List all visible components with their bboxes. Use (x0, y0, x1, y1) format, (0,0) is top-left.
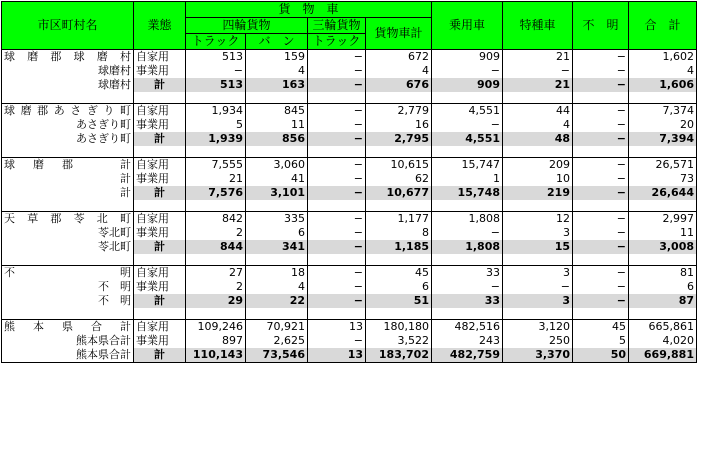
cargo-cell: 180,180 (366, 320, 432, 335)
unknown-cell: − (573, 240, 629, 254)
special-cell: 10 (503, 172, 573, 186)
spacer-row (2, 308, 697, 320)
unknown-cell: − (573, 118, 629, 132)
spacer-cell (366, 146, 432, 158)
three-cell: − (308, 158, 366, 173)
passenger-cell: 1,808 (432, 212, 503, 227)
special-cell: 21 (503, 78, 573, 92)
header-three-wheel: 三輪貨物 (308, 18, 366, 34)
three-cell: 13 (308, 348, 366, 363)
usage-cell: 計 (134, 132, 186, 146)
spacer-cell (134, 200, 186, 212)
van-cell: 159 (246, 50, 308, 65)
special-cell: 21 (503, 50, 573, 65)
three-cell: − (308, 266, 366, 281)
passenger-cell: 15,748 (432, 186, 503, 200)
table-row (2, 334, 697, 348)
municipality-cell: あさぎり町 (2, 132, 134, 146)
special-cell: 44 (503, 104, 573, 119)
spacer-cell (503, 92, 573, 104)
spacer-cell (246, 200, 308, 212)
van-cell: 41 (246, 172, 308, 186)
spacer-cell (629, 254, 697, 266)
special-cell: 15 (503, 240, 573, 254)
unknown-cell: − (573, 294, 629, 308)
cargo-cell: 2,779 (366, 104, 432, 119)
spacer-cell (186, 92, 246, 104)
van-cell: 2,625 (246, 334, 308, 348)
header-passenger: 乗用車 (432, 2, 503, 50)
table-row (2, 226, 697, 240)
truck-cell: 7,555 (186, 158, 246, 173)
municipality-cell: 熊本県合計 (2, 320, 134, 335)
truck-cell: 1,934 (186, 104, 246, 119)
table-row (2, 186, 697, 200)
cargo-cell: 8 (366, 226, 432, 240)
total-cell: 4 (629, 64, 697, 78)
truck-cell: 842 (186, 212, 246, 227)
cargo-cell: 62 (366, 172, 432, 186)
spacer-cell (186, 200, 246, 212)
passenger-cell: 33 (432, 294, 503, 308)
special-cell: 3,120 (503, 320, 573, 335)
header-cargo: 貨 物 車 (186, 2, 432, 18)
cargo-cell: 4 (366, 64, 432, 78)
truck-cell: 109,246 (186, 320, 246, 335)
three-cell: − (308, 240, 366, 254)
van-cell: 3,060 (246, 158, 308, 173)
municipality-cell: 不 明 (2, 266, 134, 281)
van-cell: 18 (246, 266, 308, 281)
table-row (2, 348, 697, 363)
spacer-cell (134, 254, 186, 266)
three-cell: − (308, 104, 366, 119)
spacer-cell (366, 200, 432, 212)
passenger-cell: 909 (432, 50, 503, 65)
table-row (2, 294, 697, 308)
cargo-cell: 6 (366, 280, 432, 294)
unknown-cell: − (573, 78, 629, 92)
unknown-cell: − (573, 104, 629, 119)
van-cell: 335 (246, 212, 308, 227)
unknown-cell: 45 (573, 320, 629, 335)
spacer-cell (134, 308, 186, 320)
special-cell: 3,370 (503, 348, 573, 363)
total-cell: 11 (629, 226, 697, 240)
spacer-row (2, 200, 697, 212)
municipality-cell: 不 明 (2, 294, 134, 308)
vehicle-statistics-table (1, 1, 697, 363)
spacer-cell (2, 254, 134, 266)
three-cell: 13 (308, 320, 366, 335)
total-cell: 6 (629, 280, 697, 294)
spacer-cell (186, 254, 246, 266)
total-cell: 1,602 (629, 50, 697, 65)
spacer-cell (366, 92, 432, 104)
total-cell: 669,881 (629, 348, 697, 363)
header-total: 合 計 (629, 2, 697, 50)
truck-cell: − (186, 64, 246, 78)
total-cell: 3,008 (629, 240, 697, 254)
spacer-cell (503, 254, 573, 266)
special-cell: 4 (503, 118, 573, 132)
municipality-cell: 計 (2, 172, 134, 186)
unknown-cell: 50 (573, 348, 629, 363)
truck-cell: 2 (186, 280, 246, 294)
van-cell: 22 (246, 294, 308, 308)
passenger-cell: 4,551 (432, 132, 503, 146)
total-cell: 26,644 (629, 186, 697, 200)
cargo-cell: 45 (366, 266, 432, 281)
municipality-cell: 不 明 (2, 280, 134, 294)
municipality-cell: 熊本県合計 (2, 348, 134, 363)
unknown-cell: − (573, 226, 629, 240)
unknown-cell: − (573, 50, 629, 65)
three-cell: − (308, 280, 366, 294)
header-municipality: 市区町村名 (2, 2, 134, 50)
header-unknown: 不 明 (573, 2, 629, 50)
passenger-cell: − (432, 118, 503, 132)
header-three-wheel-truck: トラック (308, 34, 366, 50)
spacer-cell (308, 200, 366, 212)
spacer-cell (134, 146, 186, 158)
spacer-cell (629, 146, 697, 158)
truck-cell: 21 (186, 172, 246, 186)
spacer-cell (2, 200, 134, 212)
spacer-cell (2, 146, 134, 158)
truck-cell: 29 (186, 294, 246, 308)
spacer-cell (134, 92, 186, 104)
total-cell: 4,020 (629, 334, 697, 348)
cargo-cell: 16 (366, 118, 432, 132)
spacer-cell (308, 254, 366, 266)
passenger-cell: − (432, 280, 503, 294)
spacer-cell (308, 146, 366, 158)
three-cell: − (308, 212, 366, 227)
usage-cell: 計 (134, 78, 186, 92)
cargo-cell: 672 (366, 50, 432, 65)
spacer-cell (246, 146, 308, 158)
spacer-cell (432, 254, 503, 266)
special-cell: − (503, 64, 573, 78)
three-cell: − (308, 172, 366, 186)
truck-cell: 2 (186, 226, 246, 240)
table-row (2, 280, 697, 294)
spacer-cell (366, 308, 432, 320)
usage-cell: 事業用 (134, 334, 186, 348)
three-cell: − (308, 118, 366, 132)
table-row (2, 240, 697, 254)
total-cell: 7,374 (629, 104, 697, 119)
spacer-cell (503, 200, 573, 212)
three-cell: − (308, 78, 366, 92)
special-cell: 48 (503, 132, 573, 146)
passenger-cell: 15,747 (432, 158, 503, 173)
spacer-cell (246, 254, 308, 266)
special-cell: 209 (503, 158, 573, 173)
municipality-cell: 球磨郡あさぎり町 (2, 104, 134, 119)
usage-cell: 事業用 (134, 118, 186, 132)
passenger-cell: 1,808 (432, 240, 503, 254)
spacer-row (2, 254, 697, 266)
passenger-cell: 482,516 (432, 320, 503, 335)
cargo-cell: 51 (366, 294, 432, 308)
total-cell: 2,997 (629, 212, 697, 227)
spacer-cell (629, 92, 697, 104)
unknown-cell: − (573, 172, 629, 186)
usage-cell: 計 (134, 348, 186, 363)
total-cell: 20 (629, 118, 697, 132)
usage-cell: 自家用 (134, 104, 186, 119)
usage-cell: 計 (134, 186, 186, 200)
total-cell: 665,861 (629, 320, 697, 335)
spacer-cell (629, 200, 697, 212)
spacer-cell (186, 308, 246, 320)
truck-cell: 897 (186, 334, 246, 348)
cargo-cell: 10,615 (366, 158, 432, 173)
three-cell: − (308, 64, 366, 78)
table-row (2, 64, 697, 78)
table-row (2, 158, 697, 173)
total-cell: 73 (629, 172, 697, 186)
spacer-cell (432, 308, 503, 320)
spacer-cell (308, 308, 366, 320)
spacer-cell (573, 92, 629, 104)
usage-cell: 事業用 (134, 280, 186, 294)
unknown-cell: − (573, 280, 629, 294)
unknown-cell: − (573, 132, 629, 146)
unknown-cell: − (573, 212, 629, 227)
spacer-cell (246, 92, 308, 104)
special-cell: − (503, 280, 573, 294)
cargo-cell: 183,702 (366, 348, 432, 363)
total-cell: 7,394 (629, 132, 697, 146)
passenger-cell: 243 (432, 334, 503, 348)
truck-cell: 110,143 (186, 348, 246, 363)
municipality-cell: 熊本県合計 (2, 334, 134, 348)
passenger-cell: 33 (432, 266, 503, 281)
table-row (2, 118, 697, 132)
truck-cell: 513 (186, 78, 246, 92)
special-cell: 3 (503, 226, 573, 240)
spacer-cell (246, 308, 308, 320)
van-cell: 341 (246, 240, 308, 254)
municipality-cell: 天草郡苓北町 (2, 212, 134, 227)
header-van: バ ン (246, 34, 308, 50)
three-cell: − (308, 334, 366, 348)
spacer-cell (2, 308, 134, 320)
unknown-cell: − (573, 266, 629, 281)
cargo-cell: 2,795 (366, 132, 432, 146)
spacer-cell (573, 200, 629, 212)
spacer-cell (308, 92, 366, 104)
cargo-cell: 3,522 (366, 334, 432, 348)
van-cell: 11 (246, 118, 308, 132)
spacer-cell (432, 146, 503, 158)
van-cell: 845 (246, 104, 308, 119)
unknown-cell: 5 (573, 334, 629, 348)
header-four-wheel: 四輪貨物 (186, 18, 308, 34)
passenger-cell: − (432, 64, 503, 78)
cargo-cell: 1,177 (366, 212, 432, 227)
spacer-row (2, 92, 697, 104)
spacer-cell (2, 92, 134, 104)
table-row (2, 172, 697, 186)
special-cell: 12 (503, 212, 573, 227)
municipality-cell: 苓北町 (2, 240, 134, 254)
van-cell: 73,546 (246, 348, 308, 363)
spacer-cell (186, 146, 246, 158)
municipality-cell: 球磨郡 計 (2, 158, 134, 173)
special-cell: 3 (503, 294, 573, 308)
truck-cell: 27 (186, 266, 246, 281)
spacer-cell (366, 254, 432, 266)
passenger-cell: 909 (432, 78, 503, 92)
header-usage: 業態 (134, 2, 186, 50)
truck-cell: 1,939 (186, 132, 246, 146)
usage-cell: 計 (134, 240, 186, 254)
municipality-cell: 球磨村 (2, 64, 134, 78)
special-cell: 3 (503, 266, 573, 281)
special-cell: 219 (503, 186, 573, 200)
table-row (2, 320, 697, 335)
cargo-cell: 10,677 (366, 186, 432, 200)
spacer-cell (573, 146, 629, 158)
municipality-cell: 計 (2, 186, 134, 200)
spacer-cell (432, 200, 503, 212)
cargo-cell: 676 (366, 78, 432, 92)
van-cell: 856 (246, 132, 308, 146)
special-cell: 250 (503, 334, 573, 348)
unknown-cell: − (573, 64, 629, 78)
unknown-cell: − (573, 158, 629, 173)
three-cell: − (308, 50, 366, 65)
table-row (2, 104, 697, 119)
spacer-row (2, 146, 697, 158)
spacer-cell (503, 146, 573, 158)
van-cell: 3,101 (246, 186, 308, 200)
municipality-cell: 苓北町 (2, 226, 134, 240)
passenger-cell: 1 (432, 172, 503, 186)
passenger-cell: − (432, 226, 503, 240)
usage-cell: 自家用 (134, 212, 186, 227)
municipality-cell: 球磨郡球磨村 (2, 50, 134, 65)
truck-cell: 7,576 (186, 186, 246, 200)
spacer-cell (503, 308, 573, 320)
van-cell: 4 (246, 280, 308, 294)
usage-cell: 事業用 (134, 172, 186, 186)
municipality-cell: あさぎり町 (2, 118, 134, 132)
usage-cell: 事業用 (134, 226, 186, 240)
table-row (2, 212, 697, 227)
usage-cell: 自家用 (134, 158, 186, 173)
cargo-cell: 1,185 (366, 240, 432, 254)
table-row (2, 78, 697, 92)
van-cell: 4 (246, 64, 308, 78)
usage-cell: 自家用 (134, 50, 186, 65)
van-cell: 163 (246, 78, 308, 92)
municipality-cell: 球磨村 (2, 78, 134, 92)
van-cell: 70,921 (246, 320, 308, 335)
header-truck: トラック (186, 34, 246, 50)
truck-cell: 5 (186, 118, 246, 132)
three-cell: − (308, 186, 366, 200)
spacer-cell (432, 92, 503, 104)
table-body (2, 50, 697, 363)
header-special: 特種車 (503, 2, 573, 50)
passenger-cell: 482,759 (432, 348, 503, 363)
usage-cell: 事業用 (134, 64, 186, 78)
spacer-cell (573, 254, 629, 266)
spacer-cell (573, 308, 629, 320)
truck-cell: 844 (186, 240, 246, 254)
three-cell: − (308, 226, 366, 240)
passenger-cell: 4,551 (432, 104, 503, 119)
unknown-cell: − (573, 186, 629, 200)
usage-cell: 計 (134, 294, 186, 308)
usage-cell: 自家用 (134, 266, 186, 281)
three-cell: − (308, 294, 366, 308)
total-cell: 81 (629, 266, 697, 281)
table-row (2, 50, 697, 65)
total-cell: 26,571 (629, 158, 697, 173)
total-cell: 87 (629, 294, 697, 308)
truck-cell: 513 (186, 50, 246, 65)
spacer-cell (629, 308, 697, 320)
three-cell: − (308, 132, 366, 146)
total-cell: 1,606 (629, 78, 697, 92)
header-cargo-total: 貨物車計 (366, 18, 432, 50)
table-row (2, 132, 697, 146)
table-row (2, 266, 697, 281)
usage-cell: 自家用 (134, 320, 186, 335)
van-cell: 6 (246, 226, 308, 240)
